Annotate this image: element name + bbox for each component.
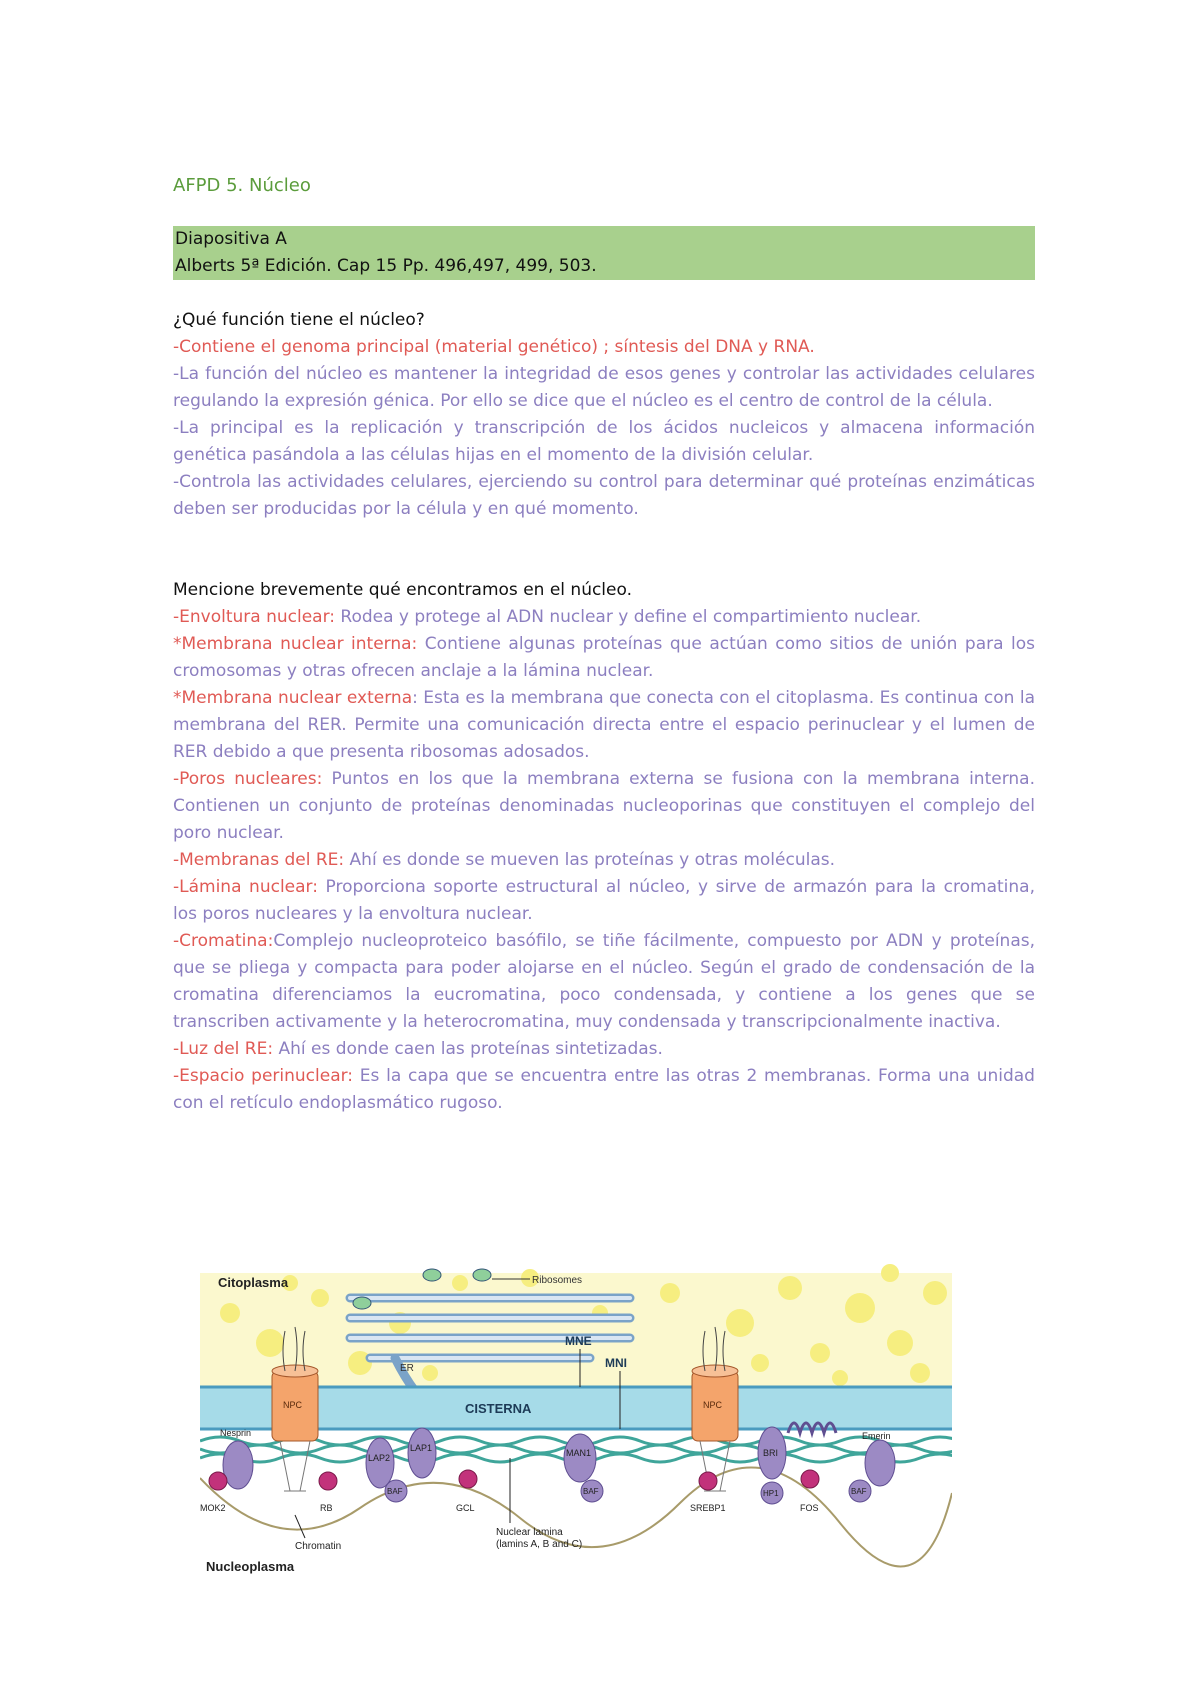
cisterna-label: CISTERNA (465, 1401, 532, 1416)
lamina-label-1: Nuclear lamina (496, 1527, 563, 1538)
lamina-label-2: (lamins A, B and C) (496, 1539, 583, 1550)
gcl-label: GCL (456, 1503, 475, 1513)
nuclear-envelope-figure (200, 1253, 952, 1593)
item-cromatina (173, 928, 1035, 1036)
npc-left-label: NPC (283, 1400, 303, 1410)
item-term: -Cromatina: (173, 931, 274, 951)
baf3-label: BAF (851, 1487, 867, 1496)
mni-label: MNI (605, 1356, 627, 1370)
item-text: Complejo nucleoproteico basófilo, se tiñe fácilmente, compuesto por ADN y proteínas, que se pliega y compacta para poder alojarse en el núcleo. Según el grado de condensación de la cromatina diferenciamos la eucromatina, poco condensada, y contiene a los genes que se transcriben activamente y la heterocromatina, muy condensada y transcripcionalmente inactiva. (173, 931, 1035, 1032)
mne-label: MNE (565, 1334, 592, 1348)
hp1-label: HP1 (763, 1489, 779, 1498)
item-term: -Membranas del RE: (173, 850, 345, 870)
answer-1-paragraph: -La principal es la replicación y transcripción de los ácidos nucleicos y almacena información genética pasándola a las células hijas en el momento de la división celular. (173, 418, 1035, 465)
item-envoltura (173, 604, 1035, 631)
lap2-label: LAP2 (368, 1453, 391, 1463)
mok2-label: MOK2 (200, 1503, 226, 1513)
question-1: ¿Qué función tiene el núcleo? (173, 310, 425, 330)
document-title: AFPD 5. Núcleo (173, 175, 311, 196)
answer-1-paragraph: -La función del núcleo es mantener la integridad de esos genes y controlar las actividades celulares regulando la expresión génica. Por ello se dice que el núcleo es el centro de control de la célula. (173, 364, 1035, 411)
slide-label: Diapositiva A (175, 229, 287, 249)
item-text: Contiene algunas proteínas que actúan como sitios de unión para los cromosomas y otras ofrecen anclaje a la lámina nuclear. (173, 634, 1035, 681)
item-membrana-interna (173, 631, 1035, 685)
item-term: -Luz del RE: (173, 1039, 274, 1059)
item-espacio-perinuclear (173, 1063, 1035, 1117)
chromatin-label: Chromatin (295, 1541, 342, 1552)
item-text: Es la capa que se encuentra entre las otras 2 membranas. Forma una unidad con el retículo endoplasmático rugoso. (173, 1066, 1035, 1113)
bri-label: BRI (763, 1448, 779, 1458)
nesprin-label: Nesprin (220, 1428, 252, 1438)
baf2-label: BAF (583, 1487, 599, 1496)
item-term: -Poros nucleares: (173, 769, 323, 789)
npc-right-label: NPC (703, 1400, 723, 1410)
item-text: : Esta es la membrana que conecta con el citoplasma. Es continua con la membrana del RER. Permite una comunicación directa entre el espacio perinuclear y el lumen de RER debido a que presenta ribosomas adosados. (173, 688, 1035, 762)
item-term: *Membrana nuclear interna: (173, 634, 418, 654)
item-term: -Espacio perinuclear: (173, 1066, 354, 1086)
item-text: Proporciona soporte estructural al núcleo, y sirve de armazón para la cromatina, los poros nucleares y la envoltura nuclear. (173, 877, 1035, 924)
answer-1-main: -Contiene el genoma principal (material genético) ; síntesis del DNA y RNA. (173, 337, 815, 357)
lap1-label: LAP1 (410, 1443, 433, 1453)
item-lamina (173, 874, 1035, 928)
question-2: Mencione brevemente qué encontramos en el núcleo. (173, 580, 632, 600)
item-text: Rodea y protege al ADN nuclear y define el compartimiento nuclear. (335, 607, 922, 627)
rb-label: RB (320, 1503, 333, 1513)
item-text: Ahí es donde caen las proteínas sintetizadas. (273, 1039, 663, 1059)
baf1-label: BAF (387, 1487, 403, 1496)
ribosomes-label: Ribosomes (532, 1275, 583, 1286)
header-highlight-box (173, 226, 1035, 280)
item-poros (173, 766, 1035, 847)
item-term: -Lámina nuclear: (173, 877, 318, 897)
item-text: Ahí es donde se mueven las proteínas y otras moléculas. (344, 850, 835, 870)
item-term: *Membrana nuclear externa (173, 688, 413, 708)
nuclear-envelope-diagram (200, 1253, 952, 1593)
emerin-label: Emerin (862, 1431, 891, 1441)
item-luz-re (173, 1036, 1035, 1063)
srebp1-label: SREBP1 (690, 1503, 726, 1513)
reference-label: Alberts 5ª Edición. Cap 15 Pp. 496,497, 499, 503. (175, 256, 597, 276)
man1-label: MAN1 (566, 1448, 592, 1458)
answer-1-paragraph: -Controla las actividades celulares, ejerciendo su control para determinar qué proteínas enzimáticas deben ser producidas por la célula y en qué momento. (173, 472, 1035, 519)
cytoplasm-label: Citoplasma (218, 1275, 289, 1290)
er-label: ER (400, 1363, 414, 1374)
item-term: -Envoltura nuclear: (173, 607, 335, 627)
item-text: Puntos en los que la membrana externa se fusiona con la membrana interna. Contienen un conjunto de proteínas denominadas nucleoporinas que constituyen el complejo del poro nuclear. (173, 769, 1035, 843)
nucleoplasm-label: Nucleoplasma (206, 1559, 295, 1574)
fos-label: FOS (800, 1503, 819, 1513)
item-membrana-externa (173, 685, 1035, 766)
item-membranas-re (173, 847, 1035, 874)
document-body (173, 172, 1035, 1117)
